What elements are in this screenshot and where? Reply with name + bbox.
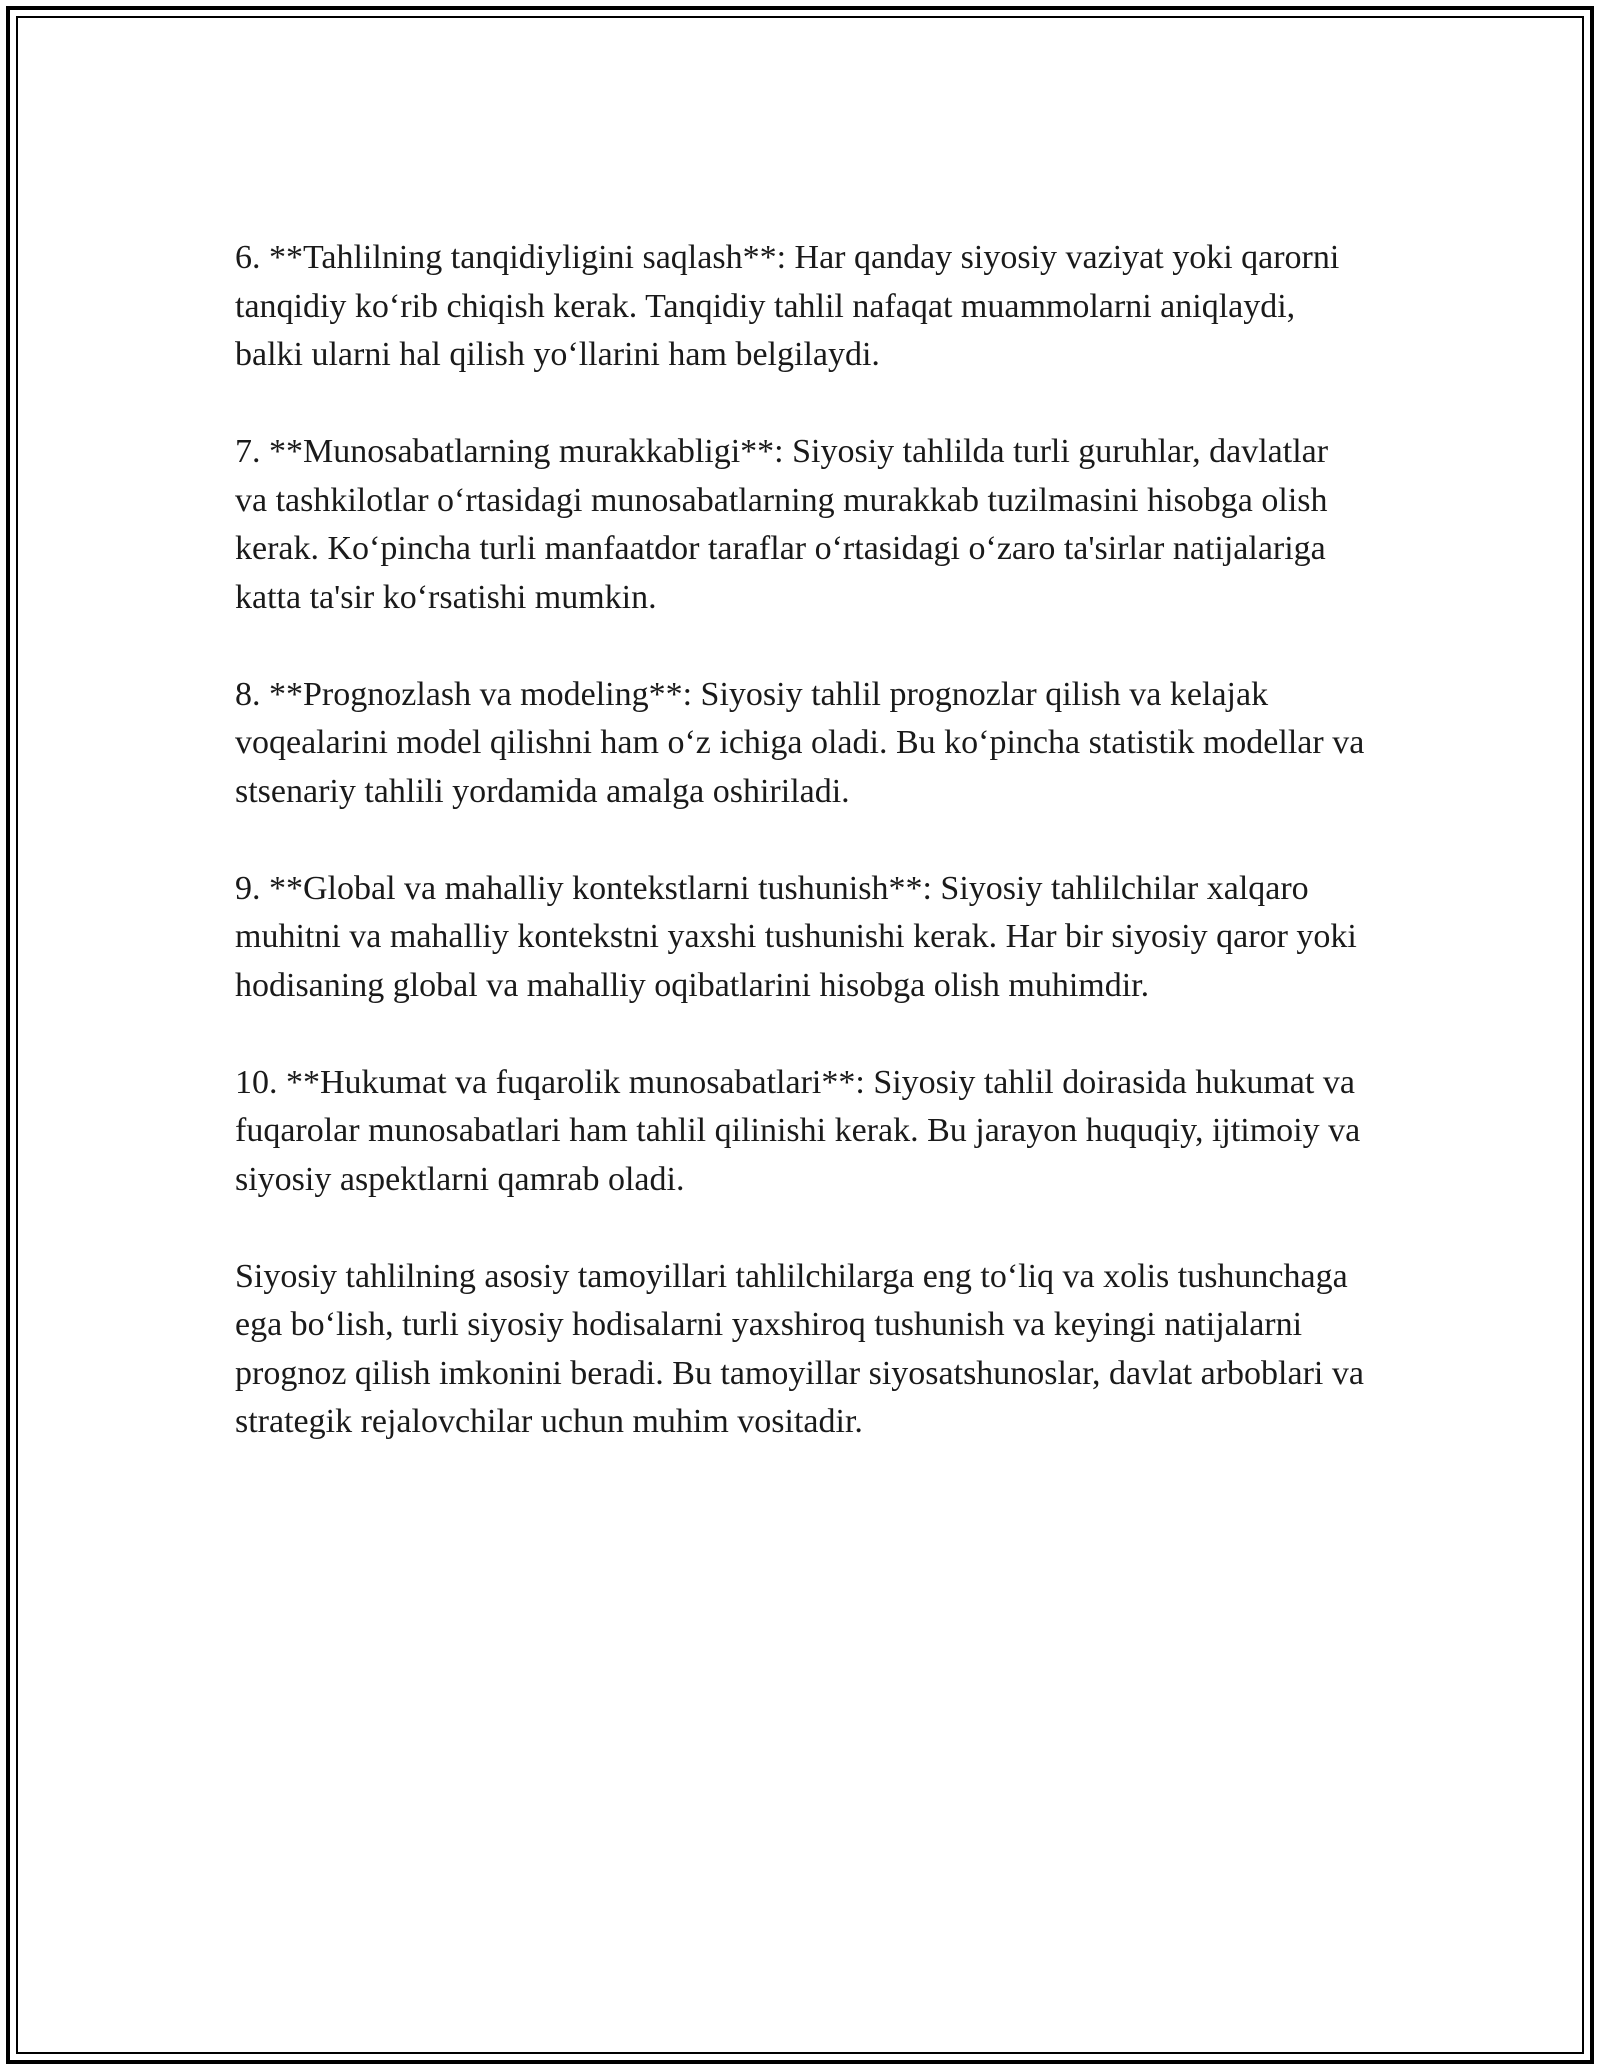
paragraph-10: 10. **Hukumat va fuqarolik munosabatlari**: Siyosiy tahlil doirasida hukumat va fuqarolar munosabatlari ham tahlil qilinishi kerak. Bu jarayon huquqiy, ijtimoiy va siyosiy aspektlarni qamrab oladi. bbox=[235, 1063, 1361, 1198]
document-body bbox=[235, 234, 1365, 1495]
paragraph-7: 7. **Munosabatlarning murakkabligi**: Siyosiy tahlilda turli guruhlar, davlatlar va tashkilotlar oʻrtasidagi munosabatlarning murakkab tuzilmasini hisobga olish kerak. Koʻpincha turli manfaatdor taraflar oʻrtasidagi oʻzaro ta'sirlar natijalariga katta ta'sir koʻrsatishi mumkin. bbox=[235, 433, 1329, 616]
paragraph-conclusion: Siyosiy tahlilning asosiy tamoyillari tahlilchilarga eng toʻliq va xolis tushunchaga ega boʻlish, turli siyosiy hodisalarni yaxshiroq tushunish va keyingi natijalarni prognoz qilish imkonini beradi. Bu tamoyillar siyosatshunoslar, davlat arboblari va strategik rejalovchilar uchun muhim vositadir. bbox=[235, 1257, 1364, 1440]
paragraph-6: 6. **Tahlilning tanqidiyligini saqlash**: Har qanday siyosiy vaziyat yoki qarorni tanqidiy koʻrib chiqish kerak. Tanqidiy tahlil nafaqat muammolarni aniqlaydi, balki ularni hal qilish yoʻllarini ham belgilaydi. bbox=[235, 239, 1340, 373]
paragraph-9: 9. **Global va mahalliy kontekstlarni tushunish**: Siyosiy tahlilchilar xalqaro muhitni va mahalliy kontekstni yaxshi tushunishi kerak. Har bir siyosiy qaror yoki hodisaning global va mahalliy oqibatlarini hisobga olish muhimdir. bbox=[235, 869, 1357, 1004]
paragraph-8: 8. **Prognozlash va modeling**: Siyosiy tahlil prognozlar qilish va kelajak voqealarini model qilishni ham oʻz ichiga oladi. Bu koʻpincha statistik modellar va stsenariy tahlili yordamida amalga oshiriladi. bbox=[235, 675, 1365, 810]
